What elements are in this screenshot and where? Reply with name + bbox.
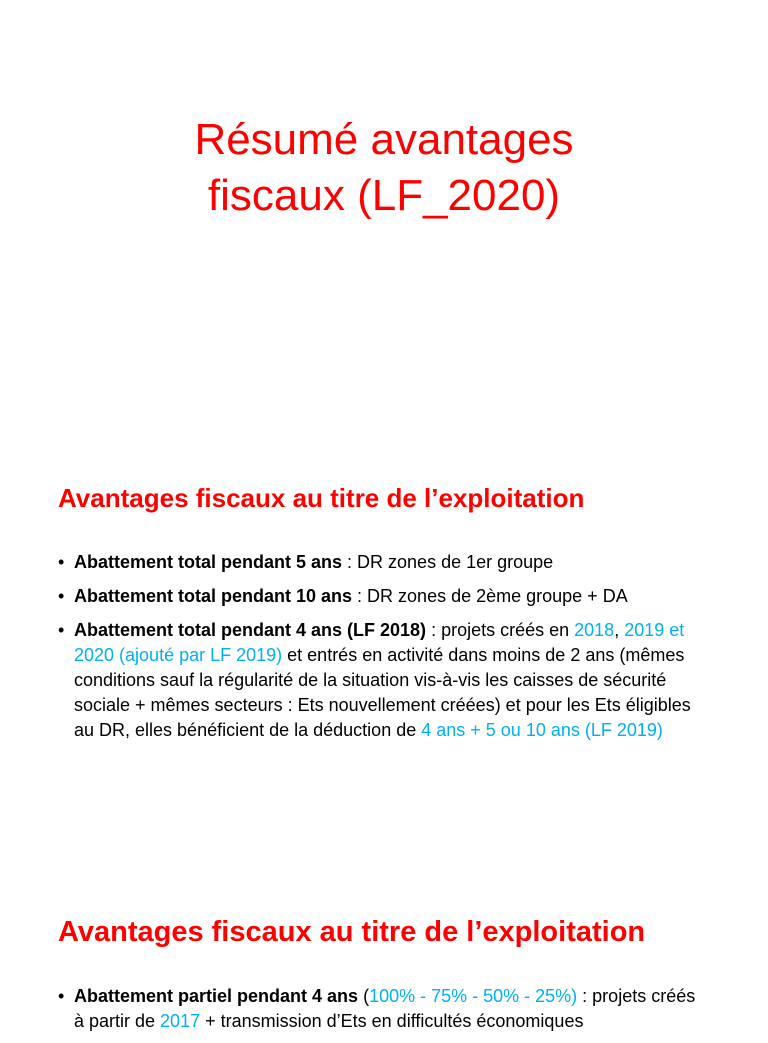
section-heading-1: Avantages fiscaux au titre de l’exploitation [58,483,585,513]
bullet-bold-text: Abattement partiel pendant 4 ans [74,986,359,1006]
slide-title-line-1: Résumé avantages [194,115,574,164]
bullet-item [58,984,708,1034]
highlight-text: 2019 et 2020 (ajouté par LF 2019) [74,620,685,665]
highlight-text: 4 ans + 5 ou 10 ans (LF 2019) [421,720,663,740]
bullet-list-2 [58,984,708,1043]
bullet-text: ( [358,986,370,1006]
highlight-text: 2018 [574,620,615,640]
bullet-bold-text: Abattement total pendant 4 ans (LF 2018) [74,620,427,640]
bullet-text: , [614,620,625,640]
bullet-text: : DR zones de 2ème groupe + DA [352,586,628,606]
highlight-text: 100% - 75% - 50% - 25%) [369,986,578,1006]
highlight-text: 2017 [160,1011,201,1031]
slide-title [0,112,768,224]
bullet-text: : DR zones de 1er groupe [342,552,554,572]
slide-title-line-2: fiscaux (LF_2020) [207,171,561,220]
section-heading-2: Avantages fiscaux au titre de l’exploitation [58,916,646,948]
bullet-text: + transmission d’Ets en difficultés économiques [200,1011,584,1031]
bullet-list-1 [58,550,708,752]
bullet-bold-text: Abattement total pendant 5 ans [74,552,343,572]
bullet-text: : projets créés en [426,620,575,640]
bullet-item [58,618,708,743]
bullet-bold-text: Abattement total pendant 10 ans [74,586,353,606]
bullet-text: : projets créés à partir de [74,986,696,1031]
bullet-item [58,584,708,609]
bullet-text: et entrés en activité dans moins de 2 ans (mêmes conditions sauf la régularité de la situation vis-à-vis les caisses de sécurité sociale + mêmes secteurs : Ets nouvellement créées) et pour les Ets éligibles au DR, elles bénéficient de la déduction de [74,645,691,740]
bullet-item [58,550,708,575]
